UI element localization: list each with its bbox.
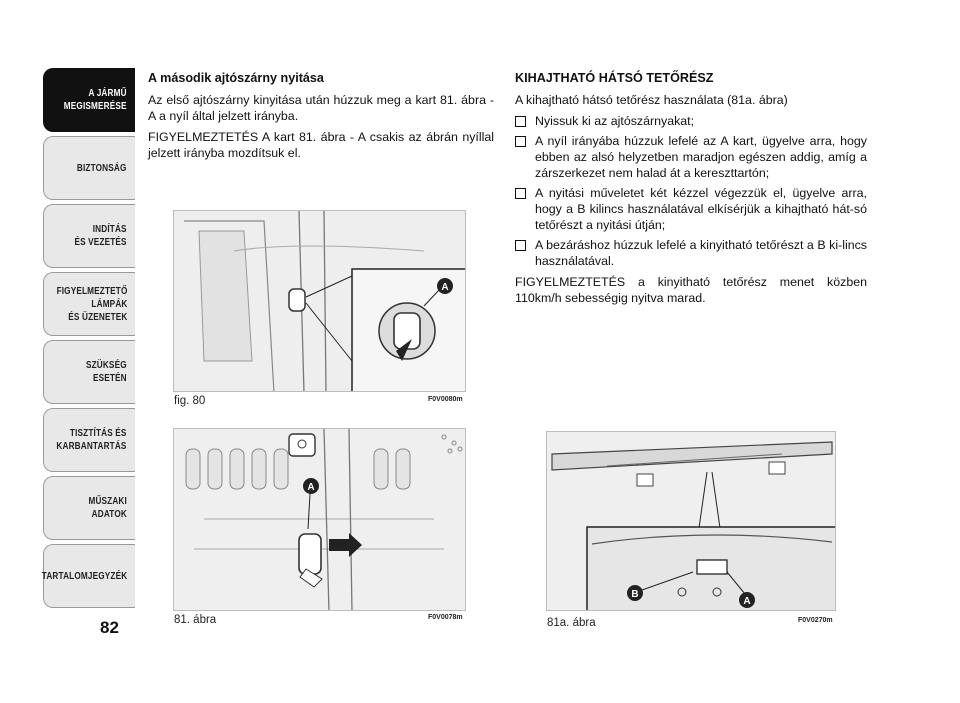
figure-81a-roof-flap <box>546 431 836 611</box>
left-column <box>148 70 494 166</box>
list-item: A nyíl irányába húzzuk lefelé az A kart, ügyelve arra, hogy ebben az alsó helyzetben maradjon egészen addig, amíg a zárszerkezet nem halad át a kereszttartón; <box>515 133 867 181</box>
tab-starting-driving[interactable] <box>43 204 135 268</box>
list-item: Nyissuk ki az ajtószárnyakat; <box>515 113 867 129</box>
checkbox-bullet-icon <box>515 240 526 251</box>
tab-safety[interactable] <box>43 136 135 200</box>
door-interior-illustration <box>174 429 466 611</box>
door-lever-illustration <box>174 211 466 392</box>
tab-label: A JÁRMŰ MEGISMERÉSE <box>64 88 127 112</box>
rear-roof-illustration <box>547 432 836 611</box>
figure-caption: 81. ábra <box>174 614 217 626</box>
list-item: A nyitási műveletet két kézzel végezzük el, ügyelve arra, hogy a B kilincs használatával elkísérjük a kihajtható hát-só tetőrészt a nyitási útján; <box>515 185 867 233</box>
figure-caption: 81a. ábra <box>547 617 596 629</box>
page-number: 82 <box>100 618 119 637</box>
svg-text:A: A <box>743 596 751 607</box>
figure-80-door-lever <box>173 210 466 392</box>
warning-paragraph: FIGYELMEZTETÉS A kart 81. ábra - A csakis az ábrán nyíllal jelzett irányba mozdítsuk el. <box>148 130 494 160</box>
tab-technical-data[interactable] <box>43 476 135 540</box>
figure-81-door-lever <box>173 428 466 611</box>
section-heading: KIHAJTHATÓ HÁTSÓ TETŐRÉSZ <box>515 71 714 85</box>
tab-label: SZÜKSÉG ESETÉN <box>86 360 127 384</box>
tab-label: BIZTONSÁG <box>77 162 127 174</box>
intro-paragraph: A kihajtható hátsó tetőrész használata (81a. ábra) <box>515 93 788 107</box>
checkbox-bullet-icon <box>515 188 526 199</box>
figure-code: F0V0078m <box>428 614 463 621</box>
paragraph: Az első ajtószárny kinyitása után húzzuk meg a kart 81. ábra - A a nyíl által jelzett irányba. <box>148 93 494 123</box>
tab-label: MŰSZAKI ADATOK <box>88 496 127 520</box>
tab-vehicle-overview[interactable] <box>43 68 135 132</box>
tab-label: INDÍTÁS ÉS VEZETÉS <box>74 224 127 248</box>
warning-paragraph: FIGYELMEZTETÉS a kinyitható tetőrész menet közben 110km/h sebességig nyitva marad. <box>515 275 867 305</box>
tab-emergency[interactable] <box>43 340 135 404</box>
checkbox-bullet-icon <box>515 136 526 147</box>
tab-label: FIGYELMEZTETŐ LÁMPÁK ÉS ÜZENETEK <box>56 285 127 323</box>
figure-code: F0V0270m <box>798 617 833 624</box>
svg-text:A: A <box>307 482 315 493</box>
step-list <box>515 113 867 269</box>
checkbox-bullet-icon <box>515 116 526 127</box>
tab-label: TARTALOMJEGYZÉK <box>41 570 127 582</box>
tab-label: TISZTÍTÁS ÉS KARBANTARTÁS <box>56 428 127 452</box>
svg-text:A: A <box>441 282 449 293</box>
list-item: A bezáráshoz húzzuk lefelé a kinyitható tetőrészt a B ki-lincs használatával. <box>515 237 867 269</box>
tab-index[interactable] <box>43 544 135 608</box>
tab-maintenance[interactable] <box>43 408 135 472</box>
figure-code: F0V0080m <box>428 396 463 403</box>
svg-text:B: B <box>631 589 639 600</box>
figure-caption: fig. 80 <box>174 395 206 407</box>
tab-warning-lights[interactable] <box>43 272 135 336</box>
right-column <box>515 70 867 311</box>
section-heading: A második ajtószárny nyitása <box>148 71 324 85</box>
